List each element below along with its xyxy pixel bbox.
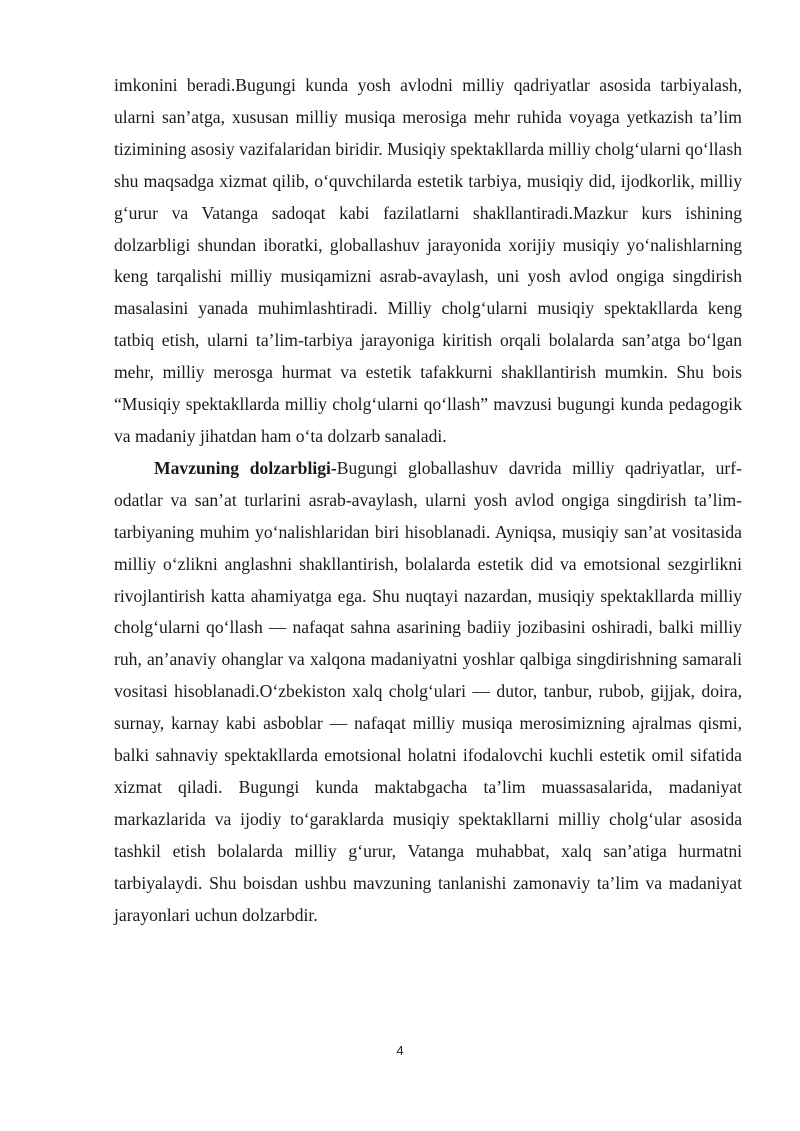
paragraph-continuation: imkonini beradi.Bugungi kunda yosh avlodni milliy qadriyatlar asosida tarbiyalash, ularni san’atga, xususan milliy musiqa merosiga mehr ruhida voyaga yetkazish ta’lim tizimining asosiy vazifalaridan biridir. Musiqiy spektakllarda milliy cholg‘ularni qo‘llash shu maqsadga xizmat qilib, o‘quvchilarda estetik tarbiya, musiqiy did, ijodkorlik, milliy g‘urur va Vatanga sadoqat kabi fazilatlarni shakllantiradi.Mazkur kurs ishining dolzarbligi shundan iboratki, globallashuv jarayonida xorijiy musiqiy yo‘nalishlarning keng tarqalishi milliy musiqamizni asrab-avaylash, uni yosh avlod ongiga singdirish masalasini yanada muhimlashtiradi. Milliy cholg‘ularni musiqiy spektakllarda keng tatbiq etish, ularni ta’lim-tarbiya jarayoniga kiritish orqali bolalarda san’atga bo‘lgan mehr, milliy merosga hurmat va estetik tafakkurni shakllantirish mumkin. Shu bois “Musiqiy spektakllarda milliy cholg‘ularni qo‘llash” mavzusi bugungi kunda pedagogik va madaniy jihatdan ham o‘ta dolzarb sanaladi. (114, 75, 742, 446)
paragraph-relevance-text: Bugungi globallashuv davrida milliy qadriyatlar, urf-odatlar va san’at turlarini asrab-avaylash, ularni yosh avlod ongiga singdirish ta’lim-tarbiyaning muhim yo‘nalishlaridan biri hisoblanadi. Ayniqsa, musiqiy san’at vositasida milliy o‘zlikni anglashni shakllantirish, bolalarda estetik did va emotsional sezgirlikni rivojlantirish katta ahamiyatga ega. Shu nuqtayi nazardan, musiqiy spektakllarda milliy cholg‘ularni qo‘llash — nafaqat sahna asarining badiiy jozibasini oshiradi, balki milliy ruh, an’anaviy ohanglar va xalqona madaniyatni yoshlar qalbiga singdirishning samarali vositasi hisoblanadi.O‘zbekiston xalq cholg‘ulari — dutor, tanbur, rubob, gijjak, doira, surnay, karnay kabi asboblar — nafaqat milliy musiqa merosimizning ajralmas qismi, balki sahnaviy spektakllarda emotsional holatni ifodalovchi kuchli estetik omil sifatida xizmat qiladi. Bugungi kunda maktabgacha ta’lim muassasalarida, madaniyat markazlarida va ijodiy to‘garaklarda musiqiy spektakllarni milliy cholg‘ular asosida tashkil etish bolalarda milliy g‘urur, Vatanga muhabbat, xalq san’atiga hurmatni tarbiyalaydi. Shu boisdan ushbu mavzuning tanlanishi zamonaviy ta’lim va madaniyat jarayonlari uchun dolzarbdir. (114, 457, 743, 925)
paragraph-relevance (114, 453, 742, 932)
document-body (114, 70, 742, 931)
page-number: 4 (396, 1043, 404, 1058)
section-heading-relevance: Mavzuning dolzarbligi- (154, 457, 337, 478)
